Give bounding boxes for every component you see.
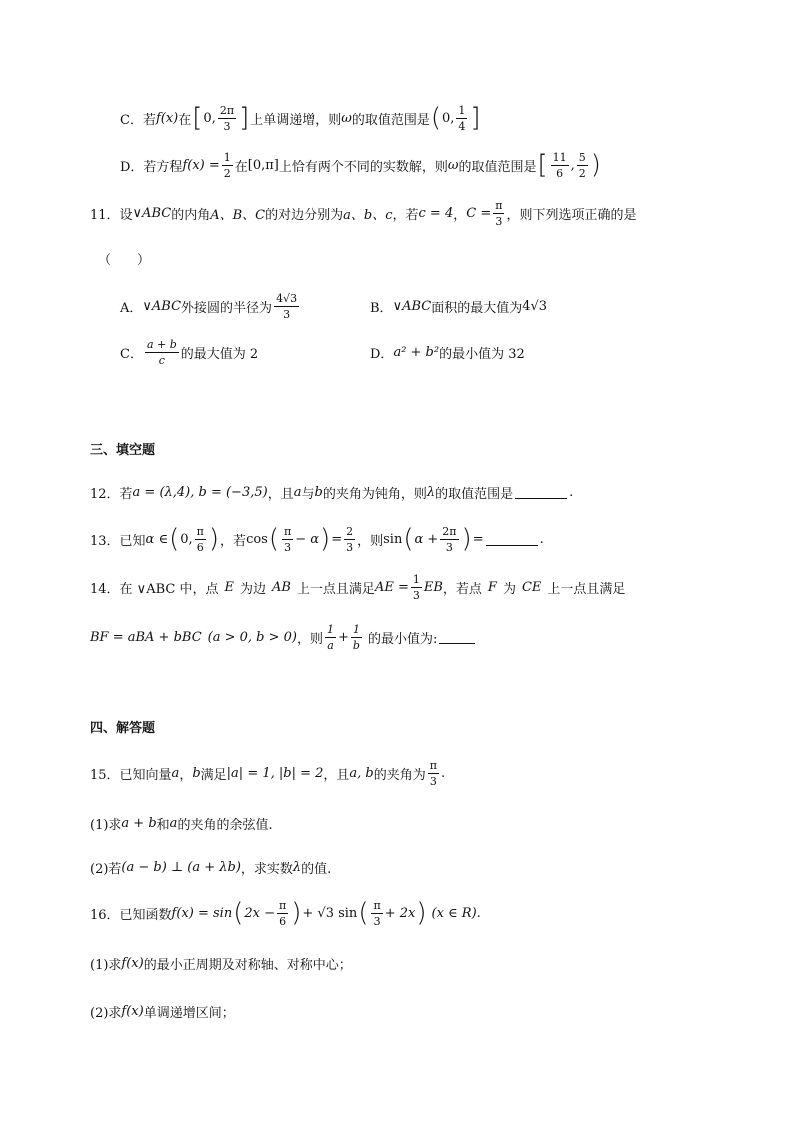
left-paren: (: [169, 524, 180, 554]
fraction: [222, 152, 233, 179]
text: ，若点: [442, 581, 482, 597]
text: 上恰有两个不同的实数解，则: [278, 159, 448, 175]
math: =: [472, 531, 484, 547]
fraction: [351, 624, 362, 651]
math: (a − b) ⊥ (a + λb): [121, 859, 241, 875]
numerator: 2π: [219, 103, 235, 117]
numerator: π: [429, 758, 437, 772]
section-heading-fill-in: [90, 438, 155, 458]
numerator: 1: [352, 622, 360, 636]
denominator: 6: [556, 166, 564, 180]
math: ,: [570, 157, 575, 173]
math: b: [192, 765, 201, 781]
math: λ: [292, 859, 302, 875]
fraction: [440, 526, 458, 553]
text: 的最小正周期及对称轴、对称中心；: [143, 957, 352, 973]
text: ，求实数: [240, 861, 293, 877]
denominator: 6: [279, 914, 287, 928]
numerator: 1: [223, 150, 231, 164]
right-paren: ): [291, 898, 302, 928]
q16-part-2: [90, 1000, 235, 1022]
part-label: (1)求: [90, 957, 122, 973]
math-fx: f(x) =: [182, 157, 220, 173]
text: ，: [179, 767, 193, 783]
text: 面积的最大值为: [431, 300, 523, 316]
numerator: 5: [578, 150, 586, 164]
option-label: A．: [120, 300, 143, 316]
denominator: 3: [346, 540, 354, 554]
left-paren: (: [233, 898, 244, 928]
option-label: D．若方程: [120, 159, 183, 175]
left-paren: (: [358, 898, 369, 928]
left-bracket: [: [537, 150, 548, 180]
q13: [90, 520, 544, 558]
numerator: π: [373, 898, 381, 912]
text: 和: [156, 817, 170, 833]
text: 上单调递增，则: [250, 112, 342, 128]
math: f(x): [121, 1003, 144, 1019]
numerator: 1: [327, 622, 335, 636]
denominator: 4: [458, 119, 466, 133]
fraction: [456, 105, 467, 132]
text: .: [569, 484, 574, 500]
denominator: 6: [196, 540, 204, 554]
text: 为边: [239, 581, 266, 597]
numerator: π: [196, 524, 204, 538]
text: 的对边分别为: [265, 207, 344, 223]
math-interval: [0,π]: [247, 157, 279, 173]
text: ，则下列选项正确的是: [506, 207, 637, 223]
text: 的夹角为: [373, 767, 426, 783]
right-paren: ): [416, 898, 427, 928]
text: ，且: [267, 486, 294, 502]
fraction: [274, 293, 299, 320]
question-number: 11．设: [90, 207, 133, 223]
numerator: π: [284, 524, 292, 538]
q11-stem: [90, 196, 636, 230]
q15-part-2: [90, 856, 331, 878]
numerator: 11: [552, 150, 567, 164]
math: sin: [383, 531, 403, 547]
text: 上一点且满足: [296, 581, 375, 597]
denominator: 3: [284, 540, 292, 554]
text: 上一点且满足: [547, 581, 626, 597]
math: cos: [246, 531, 268, 547]
math-omega: ω: [447, 157, 459, 173]
left-paren: (: [430, 103, 442, 133]
math: a: [293, 484, 302, 500]
math: BF = aBA + bBC: [90, 629, 202, 645]
math: AB: [271, 579, 291, 595]
text: ，则: [357, 533, 384, 549]
q10-option-c: [120, 100, 482, 136]
math: + 2x: [384, 905, 416, 921]
fraction: [145, 339, 179, 366]
math: α +: [414, 531, 439, 547]
question-number: 13．已知: [90, 533, 146, 549]
right-paren: ): [461, 524, 472, 554]
q11-option-d: [370, 342, 525, 362]
fraction: [428, 760, 439, 787]
math: ∨ABC: [132, 205, 172, 221]
option-label: C．: [120, 346, 143, 362]
text: 的夹角为钝角，则: [322, 486, 427, 502]
option-label: D．: [370, 346, 394, 362]
q11-option-b: [370, 288, 547, 324]
denominator: 2: [578, 166, 586, 180]
answer-paren: （ ）: [98, 252, 151, 268]
left-paren: (: [268, 524, 279, 554]
math: 4√3: [522, 298, 548, 314]
text: ，且: [323, 767, 350, 783]
math: + √3 sin: [302, 905, 358, 921]
text: ，则: [297, 631, 324, 647]
question-number: 15．已知向量: [90, 767, 172, 783]
q15-part-1: [90, 812, 273, 834]
text: 的取值范围是: [435, 486, 514, 502]
denominator: 3: [412, 588, 420, 602]
math: f(x): [121, 955, 144, 971]
fraction: [195, 526, 206, 553]
right-paren: ): [208, 524, 220, 554]
text: 外接圆的半径为: [181, 300, 273, 316]
numerator: 4√3: [276, 291, 298, 305]
denominator: 3: [495, 214, 503, 228]
math: AE =: [374, 579, 409, 595]
fraction: [371, 900, 382, 927]
q16-part-1: [90, 952, 352, 974]
text: 的最小值为 32: [439, 346, 525, 362]
fraction: [411, 574, 422, 601]
text: 为: [502, 581, 516, 597]
section-title: 三、填空题: [90, 442, 156, 458]
fraction: [493, 200, 504, 227]
text: 满足: [200, 767, 227, 783]
denominator: 3: [373, 914, 381, 928]
math: A、B、C: [210, 207, 266, 223]
math: =: [331, 531, 343, 547]
numerator: a + b: [146, 337, 177, 351]
math: a = (λ,4), b = (−3,5): [132, 484, 268, 500]
numerator: 1: [458, 103, 466, 117]
left-bracket: [: [192, 103, 203, 133]
math: ∨ABC: [142, 298, 182, 314]
left-paren: (: [403, 524, 414, 554]
q15-stem: [90, 756, 445, 790]
math: 0,: [203, 110, 216, 126]
text: 在: [234, 159, 248, 175]
text: .: [539, 531, 544, 547]
q16-stem: [90, 894, 481, 932]
question-number: 16．已知函数: [90, 907, 172, 923]
answer-blank[interactable]: [515, 486, 567, 499]
text: 的值.: [301, 861, 332, 877]
math: C =: [466, 205, 492, 221]
math: a, b: [349, 765, 374, 781]
text: ，若: [392, 207, 419, 223]
math: c = 4: [418, 205, 454, 221]
math: (a > 0, b > 0): [207, 629, 297, 645]
right-paren: ): [320, 524, 331, 554]
text: 与: [301, 486, 315, 502]
option-label: C．若: [120, 112, 156, 128]
text: ，: [453, 207, 467, 223]
numerator: 2: [346, 524, 354, 538]
right-bracket: ]: [239, 103, 250, 133]
math: E: [224, 579, 234, 595]
answer-blank[interactable]: [439, 631, 475, 644]
text: 的内角: [171, 207, 211, 223]
q11-option-a: [120, 288, 301, 324]
right-bracket: ]: [470, 103, 481, 133]
text: 的最大值为 2: [180, 346, 259, 362]
text: 在: [178, 112, 192, 128]
math: a: [171, 765, 180, 781]
math-fx: f(x): [155, 110, 179, 126]
math: CE: [521, 579, 542, 595]
math: − α: [295, 531, 320, 547]
fraction: [282, 526, 293, 553]
text: ，若: [220, 533, 247, 549]
q11-option-c: [120, 334, 258, 370]
q14-line-2: [90, 618, 477, 656]
denominator: 3: [223, 119, 231, 133]
math: f(x) = sin: [171, 905, 233, 921]
question-number: 14．在 ∨ABC 中，点: [90, 581, 219, 597]
math: a: [169, 815, 178, 831]
right-paren: ): [590, 150, 601, 180]
fraction: [325, 624, 336, 651]
section-heading-solve: [90, 716, 155, 736]
text: 的夹角的余弦值.: [177, 817, 273, 833]
numerator: 2π: [442, 524, 457, 538]
math: EB: [423, 579, 443, 595]
fraction: [551, 152, 569, 179]
math: a² + b²: [393, 344, 440, 360]
math: 2x −: [244, 905, 275, 921]
math: b: [314, 484, 323, 500]
math: 0,: [180, 531, 193, 547]
q11-answer-paren: [98, 248, 150, 268]
math: 0,: [442, 110, 455, 126]
fraction: [344, 526, 355, 553]
part-label: (2)求: [90, 1005, 122, 1021]
question-number: 12．若: [90, 486, 133, 502]
text: .: [476, 905, 481, 921]
numerator: π: [495, 198, 503, 212]
q14-line-1: [90, 568, 625, 606]
denominator: a: [327, 638, 334, 652]
fraction: [218, 105, 236, 132]
text: 的最小值为:: [367, 631, 438, 647]
answer-blank[interactable]: [486, 533, 538, 546]
q10-option-d: [120, 147, 602, 183]
math: a、b、c: [343, 207, 393, 223]
fraction: [577, 152, 588, 179]
math: F: [487, 579, 497, 595]
math: +: [338, 629, 349, 645]
denominator: 3: [283, 307, 291, 321]
math: α ∈: [145, 531, 169, 547]
denominator: b: [352, 638, 360, 652]
denominator: c: [158, 353, 165, 367]
part-label: (2)若: [90, 861, 122, 877]
math: |a| = 1, |b| = 2: [226, 765, 324, 781]
denominator: 2: [223, 166, 231, 180]
text: 的取值范围是: [351, 112, 430, 128]
text: 的取值范围是: [458, 159, 537, 175]
fraction: [277, 900, 288, 927]
q12: [90, 480, 573, 504]
denominator: 3: [429, 774, 437, 788]
math: (x ∈ R): [431, 905, 477, 921]
option-label: B．: [370, 300, 393, 316]
numerator: 1: [412, 572, 420, 586]
text: 单调递增区间；: [143, 1005, 235, 1021]
math: ∨ABC: [392, 298, 432, 314]
numerator: π: [279, 898, 287, 912]
math: a + b: [121, 815, 157, 831]
denominator: 3: [445, 540, 453, 554]
math-omega: ω: [341, 110, 352, 126]
text: .: [441, 765, 446, 781]
math: λ: [426, 484, 436, 500]
part-label: (1)求: [90, 817, 122, 833]
section-title: 四、解答题: [90, 720, 156, 736]
